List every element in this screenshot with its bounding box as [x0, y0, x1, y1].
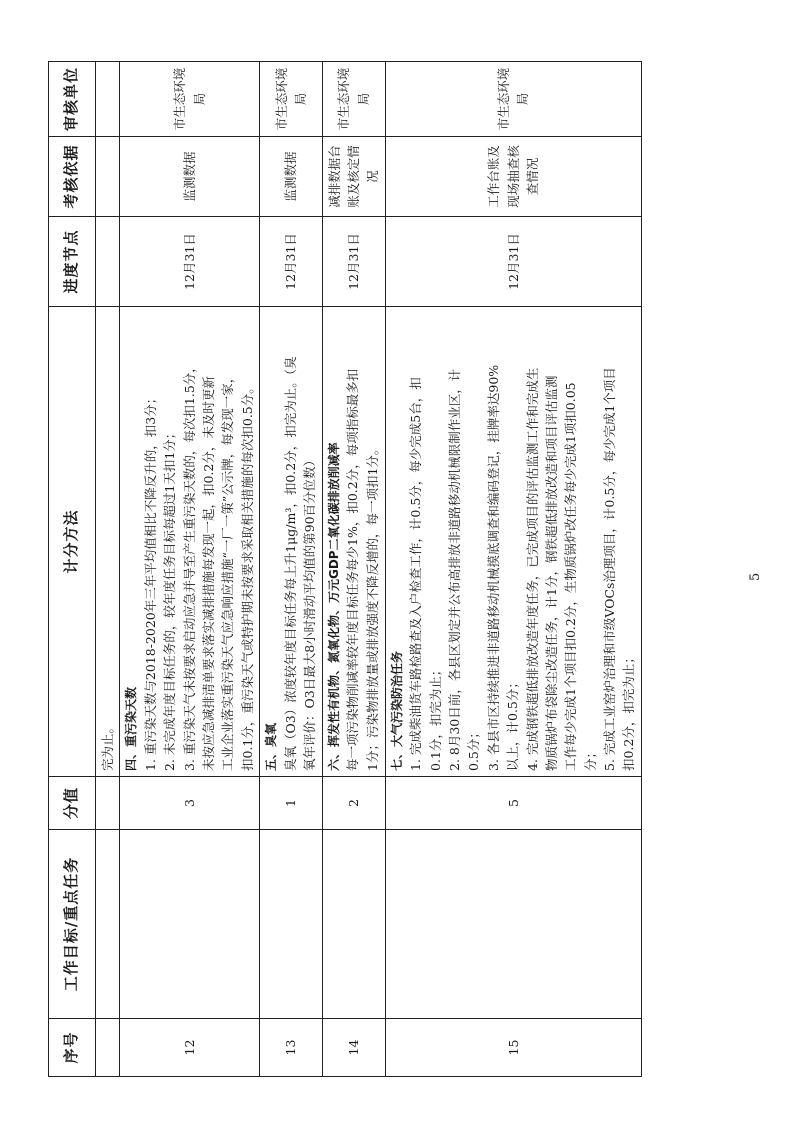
- section-heading: 六、挥发性有机物、氮氧化物、万元GDP二氧化碳排放削减率: [326, 442, 341, 771]
- method-line: 工作每少完成1个项目扣0.2分，生物质锅炉改任务每少完成1项扣0.05: [563, 382, 579, 771]
- cell-basis: 监测数据: [260, 137, 322, 217]
- cell-score: 1: [260, 777, 322, 830]
- cell-unit: 市生态环境局: [322, 62, 385, 137]
- header-node: 进度节点: [49, 217, 96, 307]
- cell-basis: [96, 137, 120, 217]
- cell-target: [260, 830, 322, 1019]
- method-line: 0.5分；: [466, 726, 482, 771]
- cell-unit: 市生态环境局: [260, 62, 322, 137]
- cell-basis: 监测数据: [120, 137, 260, 217]
- cell-score: 3: [120, 777, 260, 830]
- table-row: [322, 62, 385, 1077]
- cell-num: 14: [322, 1019, 385, 1077]
- section-heading: 四、重污染天数: [124, 686, 139, 771]
- cell-score: 5: [385, 777, 641, 830]
- method-line: 扣0.2分，扣完为止；: [621, 651, 637, 771]
- method-line: 未按应急减排清单要求落实减排措施每发现一起，扣0.2分，未及时更新: [201, 376, 217, 771]
- cell-score: [96, 777, 120, 830]
- cell-method: [120, 307, 260, 777]
- header-target: 工作目标/重点任务: [49, 830, 96, 1019]
- cell-target: [96, 830, 120, 1019]
- method-line: 分；: [582, 745, 598, 771]
- section-heading: 五、臭氧: [264, 722, 279, 771]
- method-line: 3. 重污染天气未按要求启动应急并导至产生重污染天数的，每次扣1.5分，: [181, 360, 197, 771]
- method-line: 4. 完成钢铁超低排放改造年度任务，已完成项目的评估监测工作和完成生: [524, 367, 540, 771]
- cell-basis: 工作台账及现场抽查核查情况: [385, 137, 641, 217]
- method-line: 1. 重污染天数与2018-2020年三年平均值相比不降反升的，扣3分；: [142, 391, 158, 771]
- cell-node: 12月31日: [385, 217, 641, 307]
- method-line: 3. 各县市区持续推进非道路移动机械摸底调查和编码登记，挂牌率达90%: [485, 364, 501, 771]
- cell-method: [385, 307, 641, 777]
- cell-target: [322, 830, 385, 1019]
- header-score: 分值: [49, 777, 96, 830]
- method-line: 5. 完成工业窑炉治理和市级VOCs治理项目，计0.5分，每少完成1个项目: [602, 367, 618, 771]
- method-line: 2. 8月30日前，各县区划定并公布高排放非道路移动机械限制作业区，计: [447, 368, 463, 771]
- method-line: 0.1分，扣完为止；: [427, 663, 443, 771]
- cell-basis: 减排数据台账及核定情况: [322, 137, 385, 217]
- cell-method: 完为止。: [96, 307, 120, 777]
- method-line: 以上，计0.5分；: [505, 676, 521, 771]
- section-heading: 七、大气污染防治任务: [389, 650, 404, 771]
- method-line: 扣0.1分，重污染天气或特护期未按要求采取相关措施的每次扣0.5分。: [239, 381, 255, 771]
- cell-unit: 市生态环境局: [120, 62, 260, 137]
- header-unit: 审核单位: [49, 62, 96, 137]
- cell-score: 2: [322, 777, 385, 830]
- cell-node: [96, 217, 120, 307]
- method-line: 2. 未完成年度目标任务的，较年度任务目标每超过1天扣1分；: [162, 426, 178, 771]
- cell-target: [120, 830, 260, 1019]
- header-method: 计分方法: [49, 307, 96, 777]
- table-row: [96, 62, 120, 1077]
- method-line: 工业企业落实重污染天气应急响应措施“一厂一策”公示牌，每发现一家，: [220, 370, 236, 771]
- method-line: 1. 完成柴油货车路检路查及入户检查工作，计0.5分，每少完成5台，扣: [408, 377, 424, 771]
- assessment-table: [48, 61, 642, 1077]
- cell-node: 12月31日: [260, 217, 322, 307]
- cell-num: 12: [120, 1019, 260, 1077]
- method-line: 1分；污染物排放量或排放强度不降反增的，每一项扣1分。: [364, 442, 380, 771]
- cell-node: 12月31日: [322, 217, 385, 307]
- header-basis: 考核依据: [49, 137, 96, 217]
- table-row: [260, 62, 322, 1077]
- page-number: 5: [748, 572, 763, 581]
- cell-unit: [96, 62, 120, 137]
- method-line: 氧年评价：O3日最大8小时滑动平均值的第90百分位数）: [302, 453, 318, 771]
- header-row: [49, 62, 96, 1077]
- cell-method: [322, 307, 385, 777]
- cell-method: [260, 307, 322, 777]
- cell-num: 13: [260, 1019, 322, 1077]
- cell-node: 12月31日: [120, 217, 260, 307]
- method-line: 每一项污染物削减率较年度目标任务每少1%，扣0.2分，每项指标最多扣: [345, 368, 361, 771]
- cell-num: [96, 1019, 120, 1077]
- cell-unit: 市生态环境局: [385, 62, 641, 137]
- method-line: 臭氧（O3）浓度较年度目标任务每上升1μg/m³，扣0.2分，扣完为止。（臭: [282, 356, 298, 771]
- cell-target: [385, 830, 641, 1019]
- table-row: [385, 62, 641, 1077]
- header-num: 序号: [49, 1019, 96, 1077]
- table-row: [120, 62, 260, 1077]
- method-line: 物质锅炉布袋除尘改造任务，计1分，钢铁超低排放改造和项目评估监测: [543, 375, 559, 771]
- cell-num: 15: [385, 1019, 641, 1077]
